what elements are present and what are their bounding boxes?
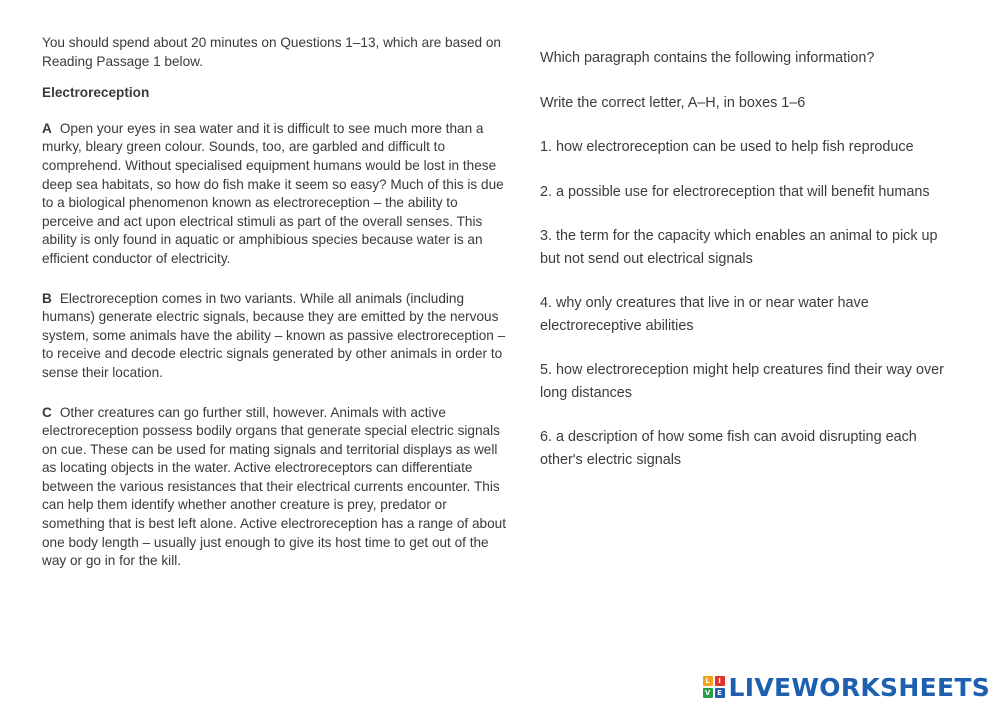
liveworksheets-logo bbox=[703, 672, 990, 702]
logo-tile: I bbox=[715, 676, 725, 686]
logo-tile: E bbox=[715, 688, 725, 698]
question-item: 5. how electroreception might help creatures find their way over long distances bbox=[540, 362, 944, 401]
paragraph-letter: A bbox=[42, 120, 52, 136]
question-item: 6. a description of how some fish can avoid disrupting each other's electric signals bbox=[540, 429, 917, 468]
question-heading: Which paragraph contains the following information? bbox=[540, 50, 875, 66]
logo-mark-icon bbox=[703, 676, 725, 698]
paragraph-a bbox=[42, 120, 512, 269]
logo-text: LIVEWORKSHEETS bbox=[728, 672, 990, 702]
passage-instructions: You should spend about 20 minutes on Questions 1–13, which are based on Reading Passage 1 below. bbox=[42, 35, 501, 69]
question-item: 4. why only creatures that live in or near water have electroreceptive abilities bbox=[540, 295, 869, 334]
paragraph-b bbox=[42, 290, 512, 383]
question-item: 1. how electroreception can be used to help fish reproduce bbox=[540, 139, 914, 155]
paragraph-text: Open your eyes in sea water and it is difficult to see much more than a murky, bleary green colour. Sounds, too, are garbled and difficult to comprehend. Without specialised equipment humans would be lost in these deep sea habitats, so how do fish make it seem so easy? Much of this is due to a biological phenomenon known as electroreception – the ability to perceive and act upon electrical stimuli as part of the overall senses. This ability is only found in aquatic or amphibious species because water is an efficient conductor of electricity. bbox=[42, 120, 504, 266]
logo-tile: V bbox=[703, 688, 713, 698]
question-panel bbox=[540, 47, 960, 493]
paragraph-text: Electroreception comes in two variants. While all animals (including humans) generate electric signals, because they are emitted by the nervous system, some animals have the ability – known as passive electroreception – to receive and decode electric signals generated by other animals in order to sense their location. bbox=[42, 290, 506, 380]
question-item: 3. the term for the capacity which enables an animal to pick up but not send out electrical signals bbox=[540, 228, 938, 267]
logo-tile: L bbox=[703, 676, 713, 686]
question-item: 2. a possible use for electroreception that will benefit humans bbox=[540, 183, 930, 200]
answer-instruction: Write the correct letter, A–H, in boxes 1–6 bbox=[540, 94, 806, 111]
reading-passage bbox=[42, 34, 512, 592]
passage-title: Electroreception bbox=[42, 85, 150, 101]
paragraph-c bbox=[42, 404, 512, 571]
paragraph-text: Other creatures can go further still, however. Animals with active electroreception possess bodily organs that generate special electric signals on cue. These can be used for mating signals and territorial displays as well as locating objects in the water. Active electroreceptors can differentiate between the various resistances that their electrical currents encounter. This can help them identify whether another creature is prey, predator or something that is best left alone. Active electroreception has a range of about one body length – usually just enough to give its host time to get out of the way or go in for the kill. bbox=[42, 404, 506, 569]
paragraph-letter: C bbox=[42, 404, 52, 420]
paragraph-letter: B bbox=[42, 290, 52, 306]
